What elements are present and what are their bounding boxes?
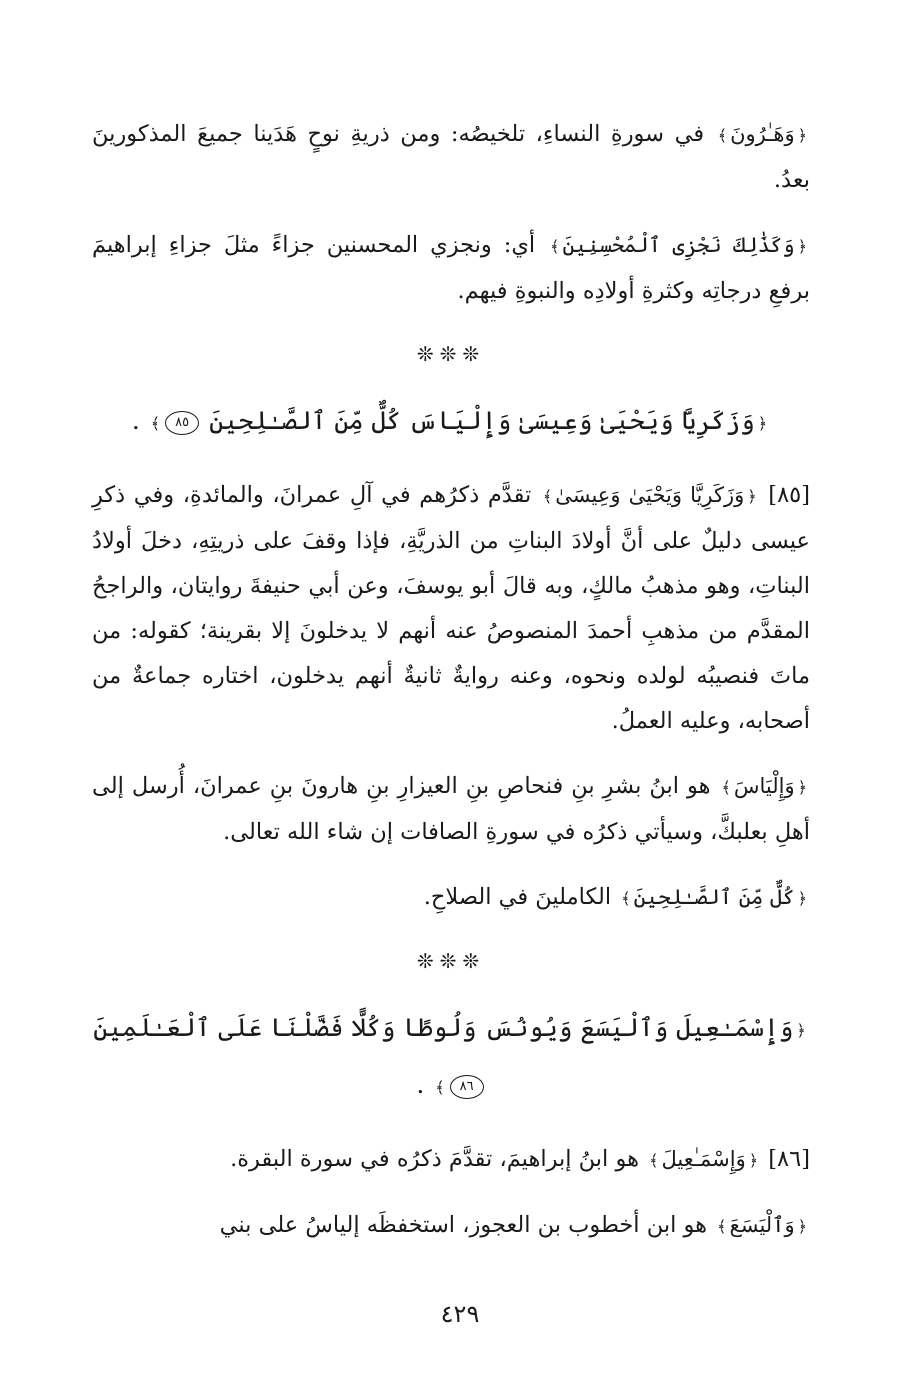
bracket-close: ﴾ bbox=[717, 126, 728, 145]
tafsir-85-main bbox=[92, 473, 810, 744]
paragraph-text: هو ابنُ إبراهيمَ، تقدَّمَ ذكرُه في سورة البقرة. bbox=[230, 1146, 639, 1172]
ayah-number-marker: ٨٦ bbox=[450, 1075, 484, 1099]
bracket-close: ﴾ bbox=[649, 1151, 659, 1170]
verse-end-mark: . bbox=[416, 1070, 425, 1099]
tafsir-86-alyasa bbox=[92, 1203, 810, 1249]
verse-number: [٨٦] bbox=[768, 1146, 810, 1172]
bracket-open: ﴿ bbox=[797, 778, 807, 797]
bracket-close: ﴾ bbox=[542, 487, 553, 506]
paragraph-text: هو ابنُ بشرِ بنِ فنحاصِ بنِ العيزارِ بنِ هارونَ بنِ عمرانَ، أُرسل إلى أهلِ بعلبكَّ، وسيأتي ذكرُه في سورةِ الصافات إن شاء الله تعالى. bbox=[92, 773, 810, 845]
verse-85 bbox=[92, 394, 810, 451]
bracket-open: ﴿ bbox=[748, 1151, 759, 1170]
bracket-open: ﴿ bbox=[747, 487, 757, 506]
bracket-open: ﴿ bbox=[757, 414, 768, 433]
page-number: ٤٢٩ bbox=[440, 1300, 480, 1328]
paragraph-text: أي: ونجزي المحسنين جزاءً مثلَ جزاءِ إبراهيمَ برفعِ درجاتِه وكثرةِ أولادِه والنبوةِ فيهم. bbox=[92, 232, 810, 304]
tafsir-85-ilyas bbox=[92, 764, 810, 855]
bracket-close: ﴾ bbox=[150, 414, 161, 433]
bracket-close: ﴾ bbox=[435, 1078, 445, 1097]
paragraph-haroon bbox=[92, 112, 810, 203]
bracket-close: ﴾ bbox=[621, 889, 631, 908]
quran-quote: كُلٌّ مِّنَ ٱلصَّـٰلِحِينَ bbox=[633, 885, 795, 909]
verse-number: [٨٥] bbox=[768, 482, 811, 508]
paragraph-text: هو ابن أخطوب بن العجوز، استخفظَه إلياسُ على بني bbox=[219, 1212, 707, 1238]
paragraph-muhsinin bbox=[92, 223, 810, 314]
quran-quote: وَزَكَرِيَّا وَيَحْيَىٰ وَعِيسَىٰ bbox=[555, 483, 745, 507]
paragraph-text: في سورةِ النساءِ، تلخيصُه: ومن ذريةِ نوحٍ هَدَينا جميعَ المذكورينَ بعدُ. bbox=[92, 121, 810, 193]
tafsir-86-ismail bbox=[92, 1137, 810, 1183]
quran-quote: وَإِسْمَـٰعِيلَ bbox=[661, 1147, 746, 1171]
verse-end-mark: . bbox=[131, 406, 140, 435]
paragraph-text: الكاملينَ في الصلاحِ. bbox=[423, 884, 612, 910]
bracket-close: ﴾ bbox=[721, 778, 731, 797]
tafsir-85-salihin bbox=[92, 875, 810, 921]
verse-text: وَزَكَرِيَّا وَيَحْيَىٰ وَعِيسَىٰ وَإِلْيَاسَ كُلٌّ مِّنَ ٱلصَّـٰلِحِينَ bbox=[209, 406, 755, 435]
paragraph-text: تقدَّم ذكرُهم في آلِ عمرانَ، والمائدةِ، وفي ذكرِ عيسى دليلٌ على أنَّ أولادَ البناتِ من الذريَّةِ، فإذا وقفَ على ذريتِهِ، دخلَ أولادُ البناتِ، وهو مذهبُ مالكٍ، وبه قالَ أبو يوسفَ، وعن أبي حنيفةَ روايتان، والراجحُ المقدَّم من مذهبِ أحمدَ المنصوصُ عنه أنهم لا يدخلونَ إلا بقرينة؛ كقوله: من ماتَ فنصيبُه لولده ونحوه، وعنه روايةٌ ثانيةٌ أنهم يدخلون، اختاره جماعةٌ من أصحابه، وعليه العملُ. bbox=[92, 482, 810, 734]
quran-quote: وَهَـٰرُونَ bbox=[730, 122, 795, 146]
bracket-open: ﴿ bbox=[797, 237, 808, 256]
quran-quote: وَكَذَٰلِكَ نَجْزِى ٱلْمُحْسِنِينَ bbox=[562, 233, 795, 257]
quran-quote: وَٱلْيَسَعَ bbox=[729, 1213, 795, 1237]
quran-quote: وَإِلْيَاسَ bbox=[733, 774, 795, 798]
section-separator: ❊❊❊ bbox=[416, 949, 486, 973]
verse-text: وَإِسْمَـٰعِيلَ وَٱلْيَسَعَ وَيُونُسَ وَلُوطًا وَكُلًّا فَضَّلْنَا عَلَى ٱلْعَـٰلَمِينَ bbox=[93, 1013, 794, 1042]
bracket-open: ﴿ bbox=[797, 126, 807, 145]
bracket-open: ﴿ bbox=[796, 1021, 806, 1040]
ayah-number-marker: ٨٥ bbox=[165, 411, 199, 435]
bracket-open: ﴿ bbox=[797, 889, 807, 908]
verse-86 bbox=[92, 1001, 810, 1115]
bracket-close: ﴾ bbox=[550, 237, 560, 256]
section-separator: ❊❊❊ bbox=[416, 342, 486, 366]
bracket-open: ﴿ bbox=[797, 1217, 807, 1236]
bracket-close: ﴾ bbox=[717, 1217, 727, 1236]
page-body bbox=[92, 112, 810, 1269]
